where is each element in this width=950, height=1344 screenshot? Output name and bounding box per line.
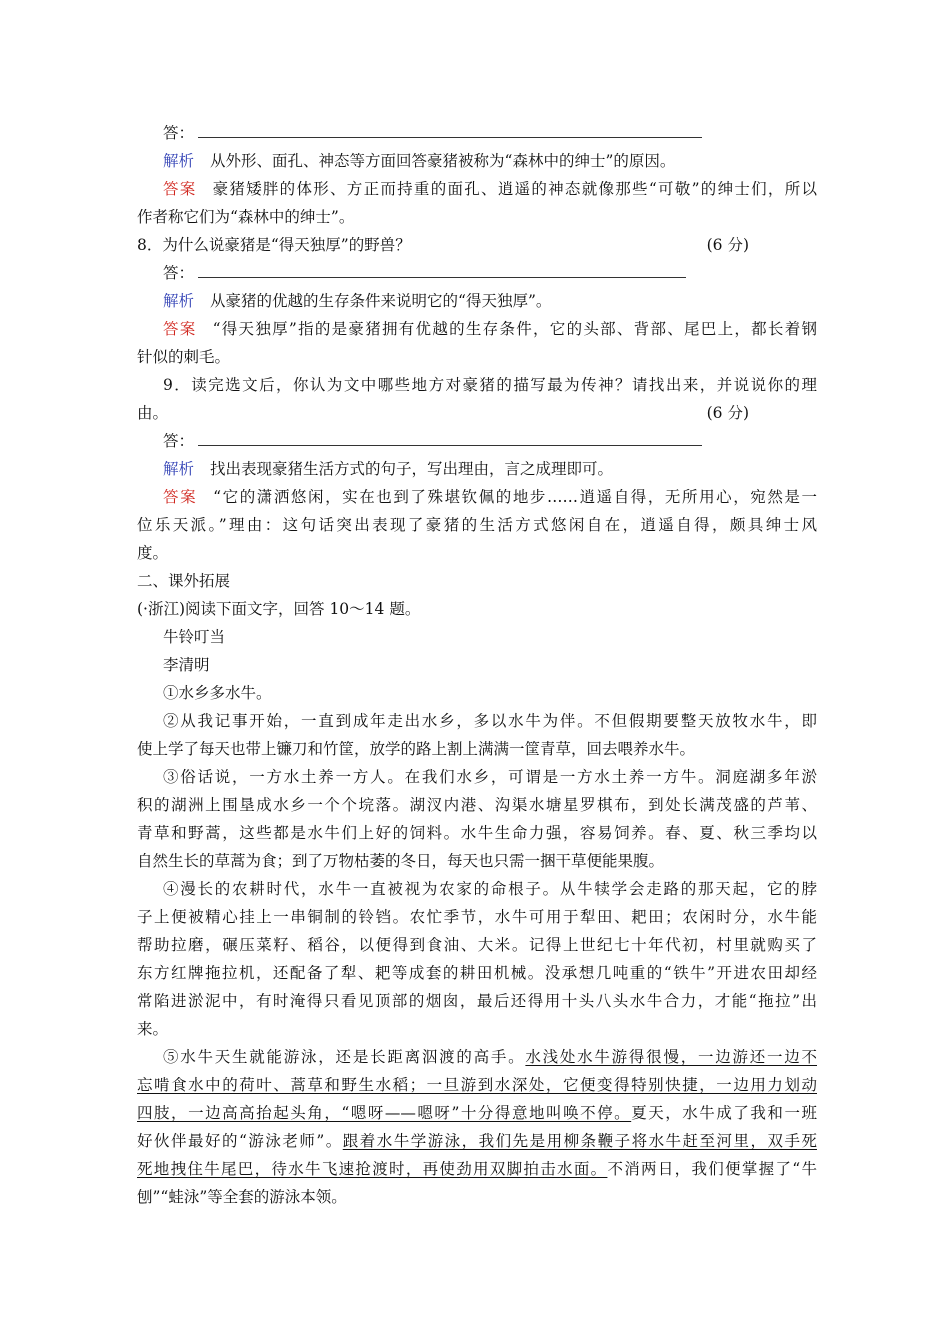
q9-answer-cont: 位乐天派。”理由：这句话突出表现了豪猪的生活方式悠闲自在，逍遥自得，颇具绅士风 [137,516,817,534]
q8-question [137,232,817,259]
paragraph-3: ③俗话说，一方水土养一方人。在我们水乡，可谓是一方水土养一方牛。洞庭湖多年淤 [163,768,817,786]
q7-answer-line [163,120,817,147]
paragraph-2: ②从我记事开始，一直到成年走出水乡，多以水牛为伴。不但假期要整天放牧水牛，即 [163,712,817,730]
q8-answer-line [163,260,817,287]
analysis-tag: 解析 [163,292,195,310]
underlined-text: 死地拽住牛尾巴，待水牛飞速抢渡时，再使劲用双脚拍击水面。 [137,1160,608,1178]
passage-title: 牛铃叮当 [163,628,226,646]
q9-question: 9．读完选文后，你认为文中哪些地方对豪猪的描写最为传神？请找出来，并说说你的理 [163,376,817,394]
q9-answer [163,484,817,511]
answer-text: 豪猪矮胖的体形、方正而持重的面孔、逍遥的神态就像那些“可敬”的绅士们，所以 [212,180,817,198]
paragraph-5-cont [137,1156,817,1183]
paragraph-4-cont: 子上便被精心挂上一串铜制的铃铛。农忙季节，水牛可用于犁田、耙田；农闲时分，水牛能 [137,908,817,926]
paragraph-text: 夏天，水牛成了我和一班 [631,1104,817,1122]
q7-answer [163,176,817,203]
answer-blank [198,122,702,138]
paragraph-5-cont: 刨”“蛙泳”等全套的游泳本领。 [137,1188,347,1206]
analysis-tag: 解析 [163,152,195,170]
question-score: (6 分) [706,236,749,254]
underlined-text: 水浅处水牛游得很慢，一边游还一边不 [525,1048,817,1066]
answer-tag: 答案 [163,180,197,198]
answer-prefix: 答： [163,432,195,450]
answer-tag: 答案 [163,488,198,506]
paragraph-4-cont: 来。 [137,1020,169,1038]
q9-question-cont [137,400,817,427]
paragraph-1: ①水乡多水牛。 [163,684,272,702]
paragraph-4-cont: 帮助拉磨，碾压菜籽、稻谷，以便得到食油、大米。记得上世纪七十年代初，村里就购买了 [137,936,817,954]
paragraph-3-cont: 积的湖洲上围垦成水乡一个个垸落。湖汊内港、沟渠水塘星罗棋布，到处长满茂盛的芦苇、 [137,796,817,814]
answer-prefix: 答： [163,264,195,282]
q8-answer-cont: 针似的刺毛。 [137,348,231,366]
analysis-text: 从豪猪的优越的生存条件来说明它的“得天独厚”。 [210,292,552,310]
answer-blank [198,430,702,446]
question-score: (6 分) [706,404,749,422]
paragraph-3-cont: 青草和野蒿，这些都是水牛们上好的饲料。水牛生命力强，容易饲养。春、夏、秋三季均以 [137,824,817,842]
q8-analysis [163,288,817,315]
q9-answer-line [163,428,817,455]
section-intro: (·浙江)阅读下面文字，回答 10～14 题。 [137,600,421,618]
q8-answer [163,316,817,343]
paragraph-2-cont: 使上学了每天也带上镰刀和竹筐，放学的路上割上满满一筐青草，回去喂养水牛。 [137,740,696,758]
q7-analysis [163,148,817,175]
paragraph-4-cont: 东方红牌拖拉机，还配备了犁、耙等成套的耕田机械。没承想几吨重的“铁牛”开进农田却经 [137,964,817,982]
answer-prefix: 答： [163,124,195,142]
paragraph-4: ④漫长的农耕时代，水牛一直被视为农家的命根子。从牛犊学会走路的那天起，它的脖 [163,880,817,898]
analysis-text: 找出表现豪猪生活方式的句子，写出理由，言之成理即可。 [210,460,614,478]
section-heading: 二、课外拓展 [137,572,231,590]
paragraph-5-cont [137,1100,817,1127]
paragraph-text: 不消两日，我们便掌握了“牛 [607,1160,817,1178]
question-text: 8．为什么说豪猪是“得天独厚”的野兽？ [137,236,411,254]
underlined-text: 忘啃食水中的荷叶、蒿草和野生水稻；一旦游到水深处，它便变得特别快捷，一边用力划动 [137,1076,817,1094]
q9-analysis [163,456,817,483]
paragraph-text: 好伙伴最好的“游泳老师”。 [137,1132,343,1150]
paragraph-5-cont [137,1128,817,1155]
underlined-text: 四肢，一边高高抬起头角，“嗯呀——嗯呀”十分得意地叫唤不停。 [137,1104,632,1122]
q9-answer-cont: 度。 [137,544,169,562]
underlined-text: 跟着水牛学游泳，我们先是用柳条鞭子将水牛赶至河里，双手死 [342,1132,817,1150]
question-text: 由。 [137,404,169,422]
answer-text: “它的潇洒悠闲，实在也到了殊堪钦佩的地步……逍遥自得，无所用心，宛然是一 [213,488,817,506]
answer-blank [198,262,686,278]
q7-answer-cont: 作者称它们为“森林中的绅士”。 [137,208,355,226]
paragraph-4-cont: 常陷进淤泥中，有时淹得只看见顶部的烟囱，最后还得用十头八头水牛合力，才能“拖拉”出 [137,992,817,1010]
paragraph-text: ⑤水牛天生就能游泳，还是长距离泅渡的高手。 [163,1048,526,1066]
analysis-text: 从外形、面孔、神态等方面回答豪猪被称为“森林中的绅士”的原因。 [210,152,676,170]
answer-tag: 答案 [163,320,197,338]
paragraph-5 [163,1044,817,1071]
analysis-tag: 解析 [163,460,195,478]
answer-text: “得天独厚”指的是豪猪拥有优越的生存条件，它的头部、背部、尾巴上，都长着钢 [212,320,817,338]
paragraph-3-cont: 自然生长的草蒿为食；到了万物枯萎的冬日，每天也只需一捆干草便能果腹。 [137,852,665,870]
passage-author: 李清明 [163,656,210,674]
